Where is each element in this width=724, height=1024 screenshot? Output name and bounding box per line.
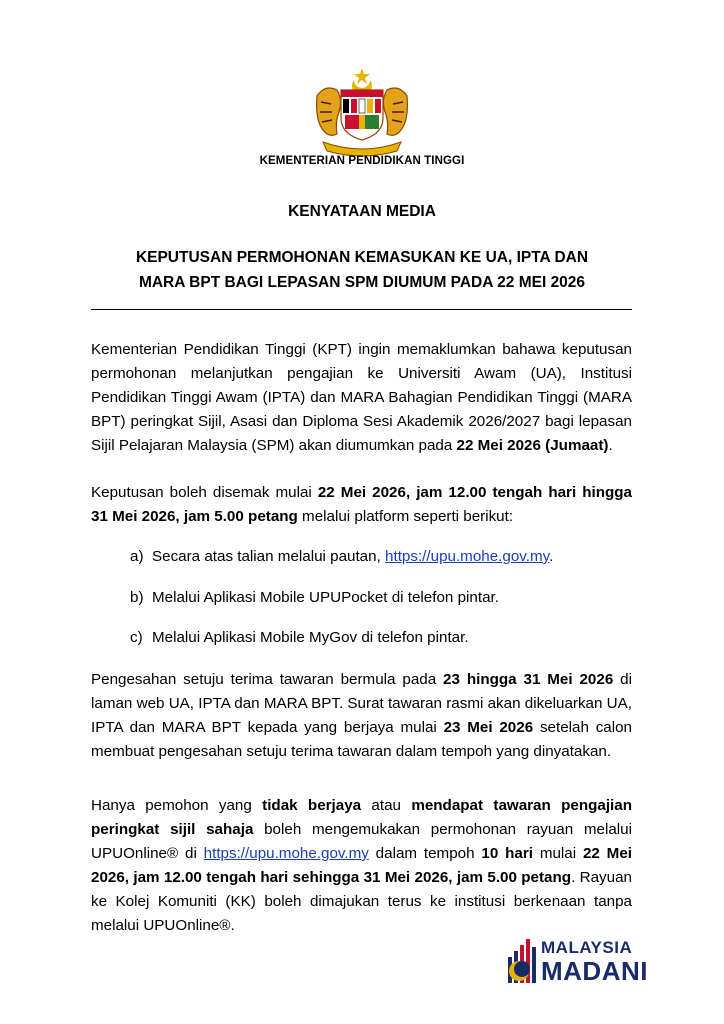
headline-line-2: MARA BPT BAGI LEPASAN SPM DIUMUM PADA 22 MEI 2026 bbox=[138, 274, 586, 291]
ministry-name: KEMENTERIAN PENDIDIKAN TINGGI bbox=[259, 155, 465, 167]
media-statement-title: KENYATAAN MEDIA bbox=[288, 203, 436, 220]
coat-of-arms-icon bbox=[307, 66, 417, 158]
list-item-end: . bbox=[549, 548, 554, 565]
p1-text: Kementerian Pendidikan Tinggi (KPT) ingin memaklumkan bahawa keputusan permohonan melanjutkan pengajian ke Universiti Awam (UA), Institusi Pendidikan Tinggi Awam (IPTA) dan MARA Bahagian Pendidikan Tinggi (MARA BPT) peringkat Sijil, Asasi dan Diploma Sesi Akademik 2026/2027 bagi lepasan Sijil Pelajaran Malaysia (SPM) akan diumumkan pada bbox=[91, 341, 632, 454]
logo-text-madani: MADANI bbox=[541, 956, 648, 986]
p2-text: Keputusan boleh disemak mulai bbox=[91, 484, 318, 501]
logo-text-malaysia: MALAYSIA bbox=[541, 938, 633, 957]
paragraph-4 bbox=[91, 794, 632, 938]
p2-bold-period: 22 Mei 2026, jam 12.00 tengah hari hingga 31 Mei 2026, jam 5.00 petang bbox=[91, 484, 633, 525]
upu-link[interactable]: https://upu.mohe.gov.my bbox=[203, 845, 369, 862]
p4-bold-2: mendapat tawaran pengajian peringkat sijil sahaja bbox=[91, 797, 632, 838]
paragraph-2 bbox=[91, 481, 632, 529]
p3-text: Pengesahan setuju terima tawaran bermula pada bbox=[91, 671, 444, 688]
headline bbox=[60, 245, 664, 295]
list-item-text: Melalui Aplikasi Mobile MyGov di telefon pintar. bbox=[152, 629, 469, 646]
list-marker: b) bbox=[130, 589, 144, 606]
p3-end: setelah calon membuat pengesahan setuju terima tawaran dalam tempoh yang dinyatakan. bbox=[91, 719, 633, 760]
p4-text: Hanya pemohon yang bbox=[91, 797, 263, 814]
paragraph-3 bbox=[91, 668, 632, 764]
divider-line bbox=[91, 309, 632, 310]
p3-bold-range: 23 hingga 31 Mei 2026 bbox=[443, 671, 614, 688]
list-item-text: Secara atas talian melalui pautan, bbox=[152, 548, 386, 565]
p4-text-3: boleh mengemukakan permohonan rayuan melalui UPUOnline® di bbox=[91, 821, 632, 862]
p1-bold-date: 22 Mei 2026 (Jumaat) bbox=[456, 437, 609, 454]
paragraph-1 bbox=[91, 338, 632, 458]
list-item bbox=[130, 586, 632, 610]
list-item bbox=[130, 545, 632, 569]
upu-link[interactable]: https://upu.mohe.gov.my bbox=[385, 548, 550, 565]
p3-bold-date: 23 Mei 2026 bbox=[443, 719, 534, 736]
list-item bbox=[130, 626, 632, 650]
p4-text-2: atau bbox=[361, 797, 412, 814]
list-marker: c) bbox=[130, 629, 143, 646]
p1-end: . bbox=[608, 437, 613, 454]
list-marker: a) bbox=[130, 548, 144, 565]
p4-bold-1: tidak berjaya bbox=[262, 797, 362, 814]
p4-bold-4: 22 Mei 2026, jam 12.00 tengah hari sehingga 31 Mei 2026, jam 5.00 petang bbox=[91, 845, 633, 886]
p2-end: melalui platform seperti berikut: bbox=[297, 508, 514, 525]
list-item-text: Melalui Aplikasi Mobile UPUPocket di telefon pintar. bbox=[152, 589, 499, 606]
p4-end: . Rayuan ke Kolej Komuniti (KK) boleh dimajukan terus ke institusi berkenaan tanpa melalui UPUOnline®. bbox=[91, 869, 632, 934]
p3-text-2: di laman web UA, IPTA dan MARA BPT. Surat tawaran rasmi akan dikeluarkan UA, IPTA dan MARA BPT kepada yang berjaya mulai bbox=[91, 671, 632, 736]
p4-bold-3: 10 hari bbox=[481, 845, 533, 862]
headline-line-1: KEPUTUSAN PERMOHONAN KEMASUKAN KE UA, IPTA DAN bbox=[135, 249, 589, 266]
p4-text-4: dalam tempoh bbox=[368, 845, 482, 862]
p4-text-5: mulai bbox=[532, 845, 583, 862]
